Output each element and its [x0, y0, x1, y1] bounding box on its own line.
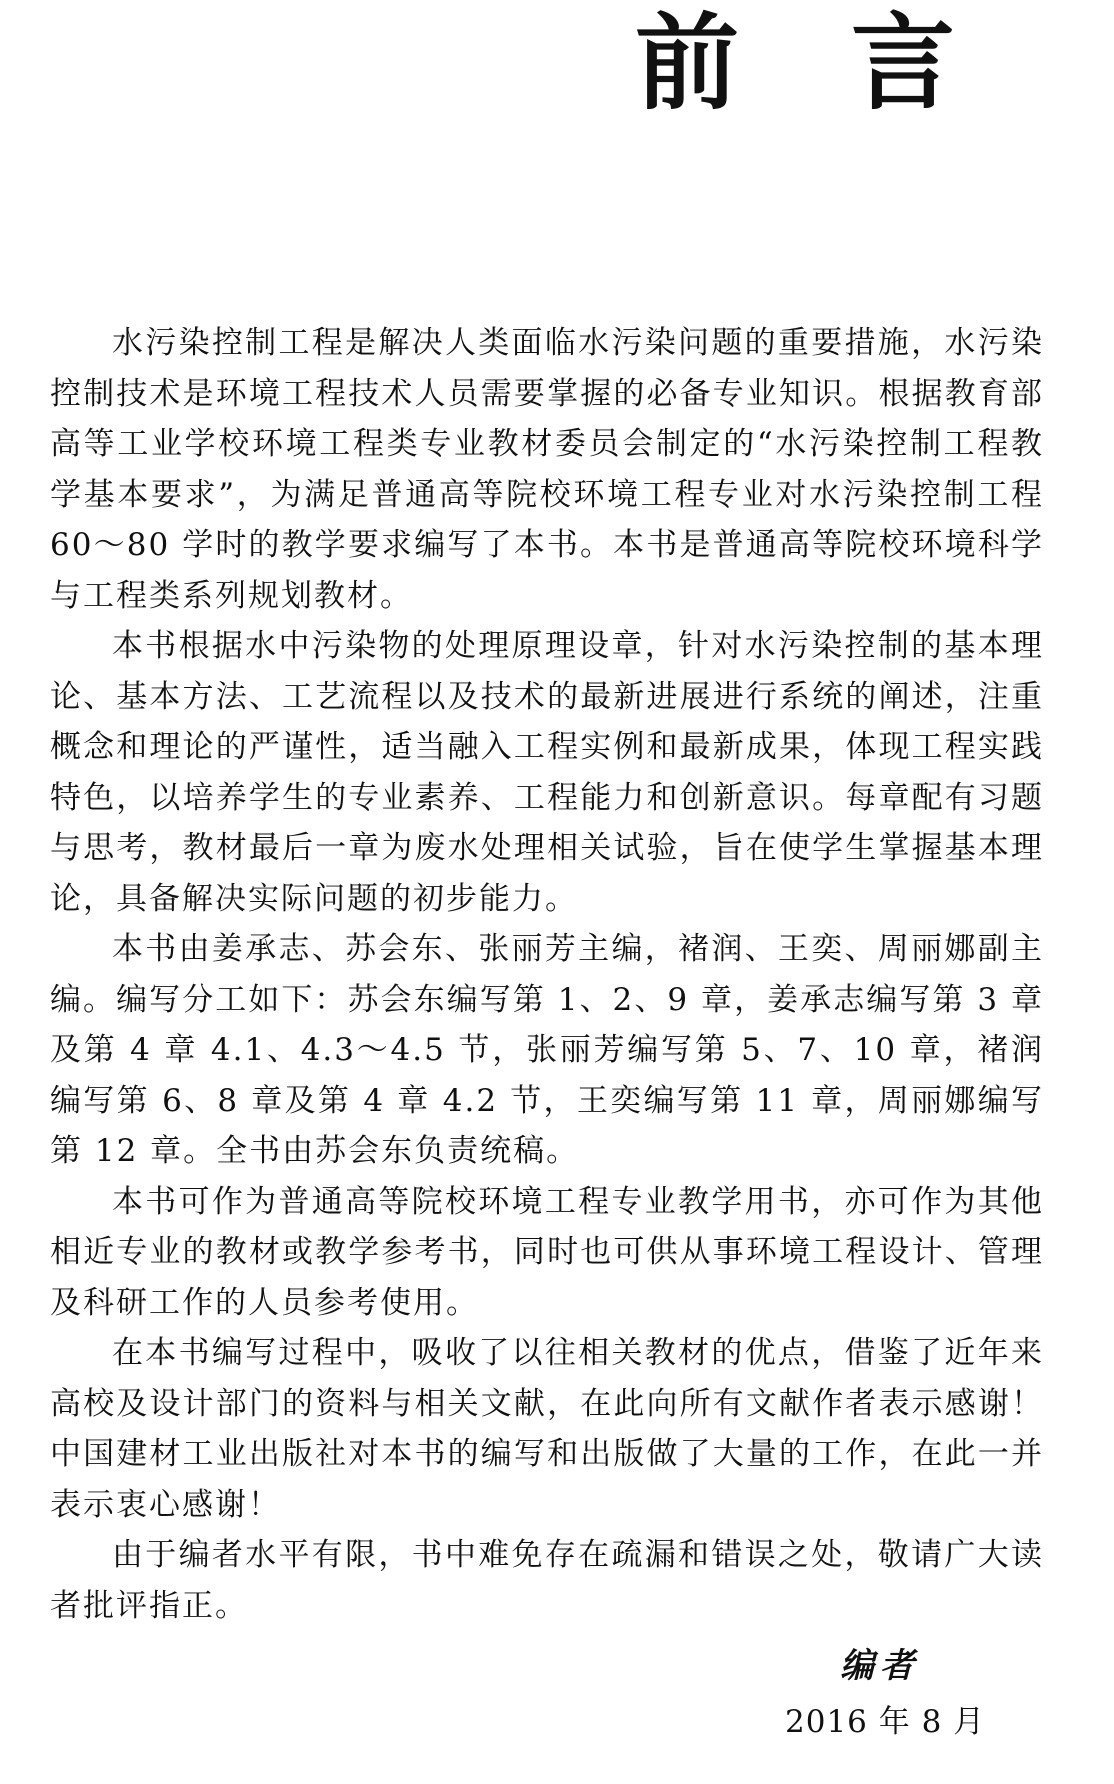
title-char-2: 言 [850, 2, 955, 124]
paragraph: 本书可作为普通高等院校环境工程专业教学用书，亦可作为其他相近专业的教材或教学参考书，同时也可供从事环境工程设计、管理及科研工作的人员参考使用。 [50, 1183, 1044, 1321]
paragraph: 由于编者水平有限，书中难免存在疏漏和错误之处，敬请广大读者批评指正。 [50, 1537, 1044, 1624]
paragraph: 水污染控制工程是解决人类面临水污染问题的重要措施，水污染控制技术是环境工程技术人员需要掌握的必备专业知识。根据教育部高等工业学校环境工程类专业教材委员会制定的“水污染控制工程教学基本要求”，为满足普通高等院校环境工程专业对水污染控制工程 60～80 学时的教学要求编写了本书。本书是普通高等院校环境科学与工程类系列规划教材。 [50, 325, 1044, 614]
preface-body [50, 318, 1044, 1631]
signature-author: 编者 [840, 1646, 920, 1686]
signature-date: 2016 年 8 月 [785, 1704, 986, 1740]
paragraph: 在本书编写过程中，吸收了以往相关教材的优点，借鉴了近年来高校及设计部门的资料与相关文献，在此向所有文献作者表示感谢！中国建材工业出版社对本书的编写和出版做了大量的工作，在此一并表示衷心感谢！ [50, 1335, 1044, 1523]
title-char-1: 前 [635, 2, 740, 124]
page-title [635, 2, 955, 124]
paragraph: 本书由姜承志、苏会东、张丽芳主编，褚润、王奕、周丽娜副主编。编写分工如下：苏会东编写第 1、2、9 章，姜承志编写第 3 章及第 4 章 4.1、4.3～4.5 节，张丽芳编写第 5、7、10 章，褚润编写第 6、8 章及第 4 章 4.2 节，王奕编写第 11 章，周丽娜编写第 12 章。全书由苏会东负责统稿。 [50, 931, 1044, 1169]
paragraph: 本书根据水中污染物的处理原理设章，针对水污染控制的基本理论、基本方法、工艺流程以及技术的最新进展进行系统的阐述，注重概念和理论的严谨性，适当融入工程实例和最新成果，体现工程实践特色，以培养学生的专业素养、工程能力和创新意识。每章配有习题与思考，教材最后一章为废水处理相关试验，旨在使学生掌握基本理论，具备解决实际问题的初步能力。 [50, 628, 1044, 917]
